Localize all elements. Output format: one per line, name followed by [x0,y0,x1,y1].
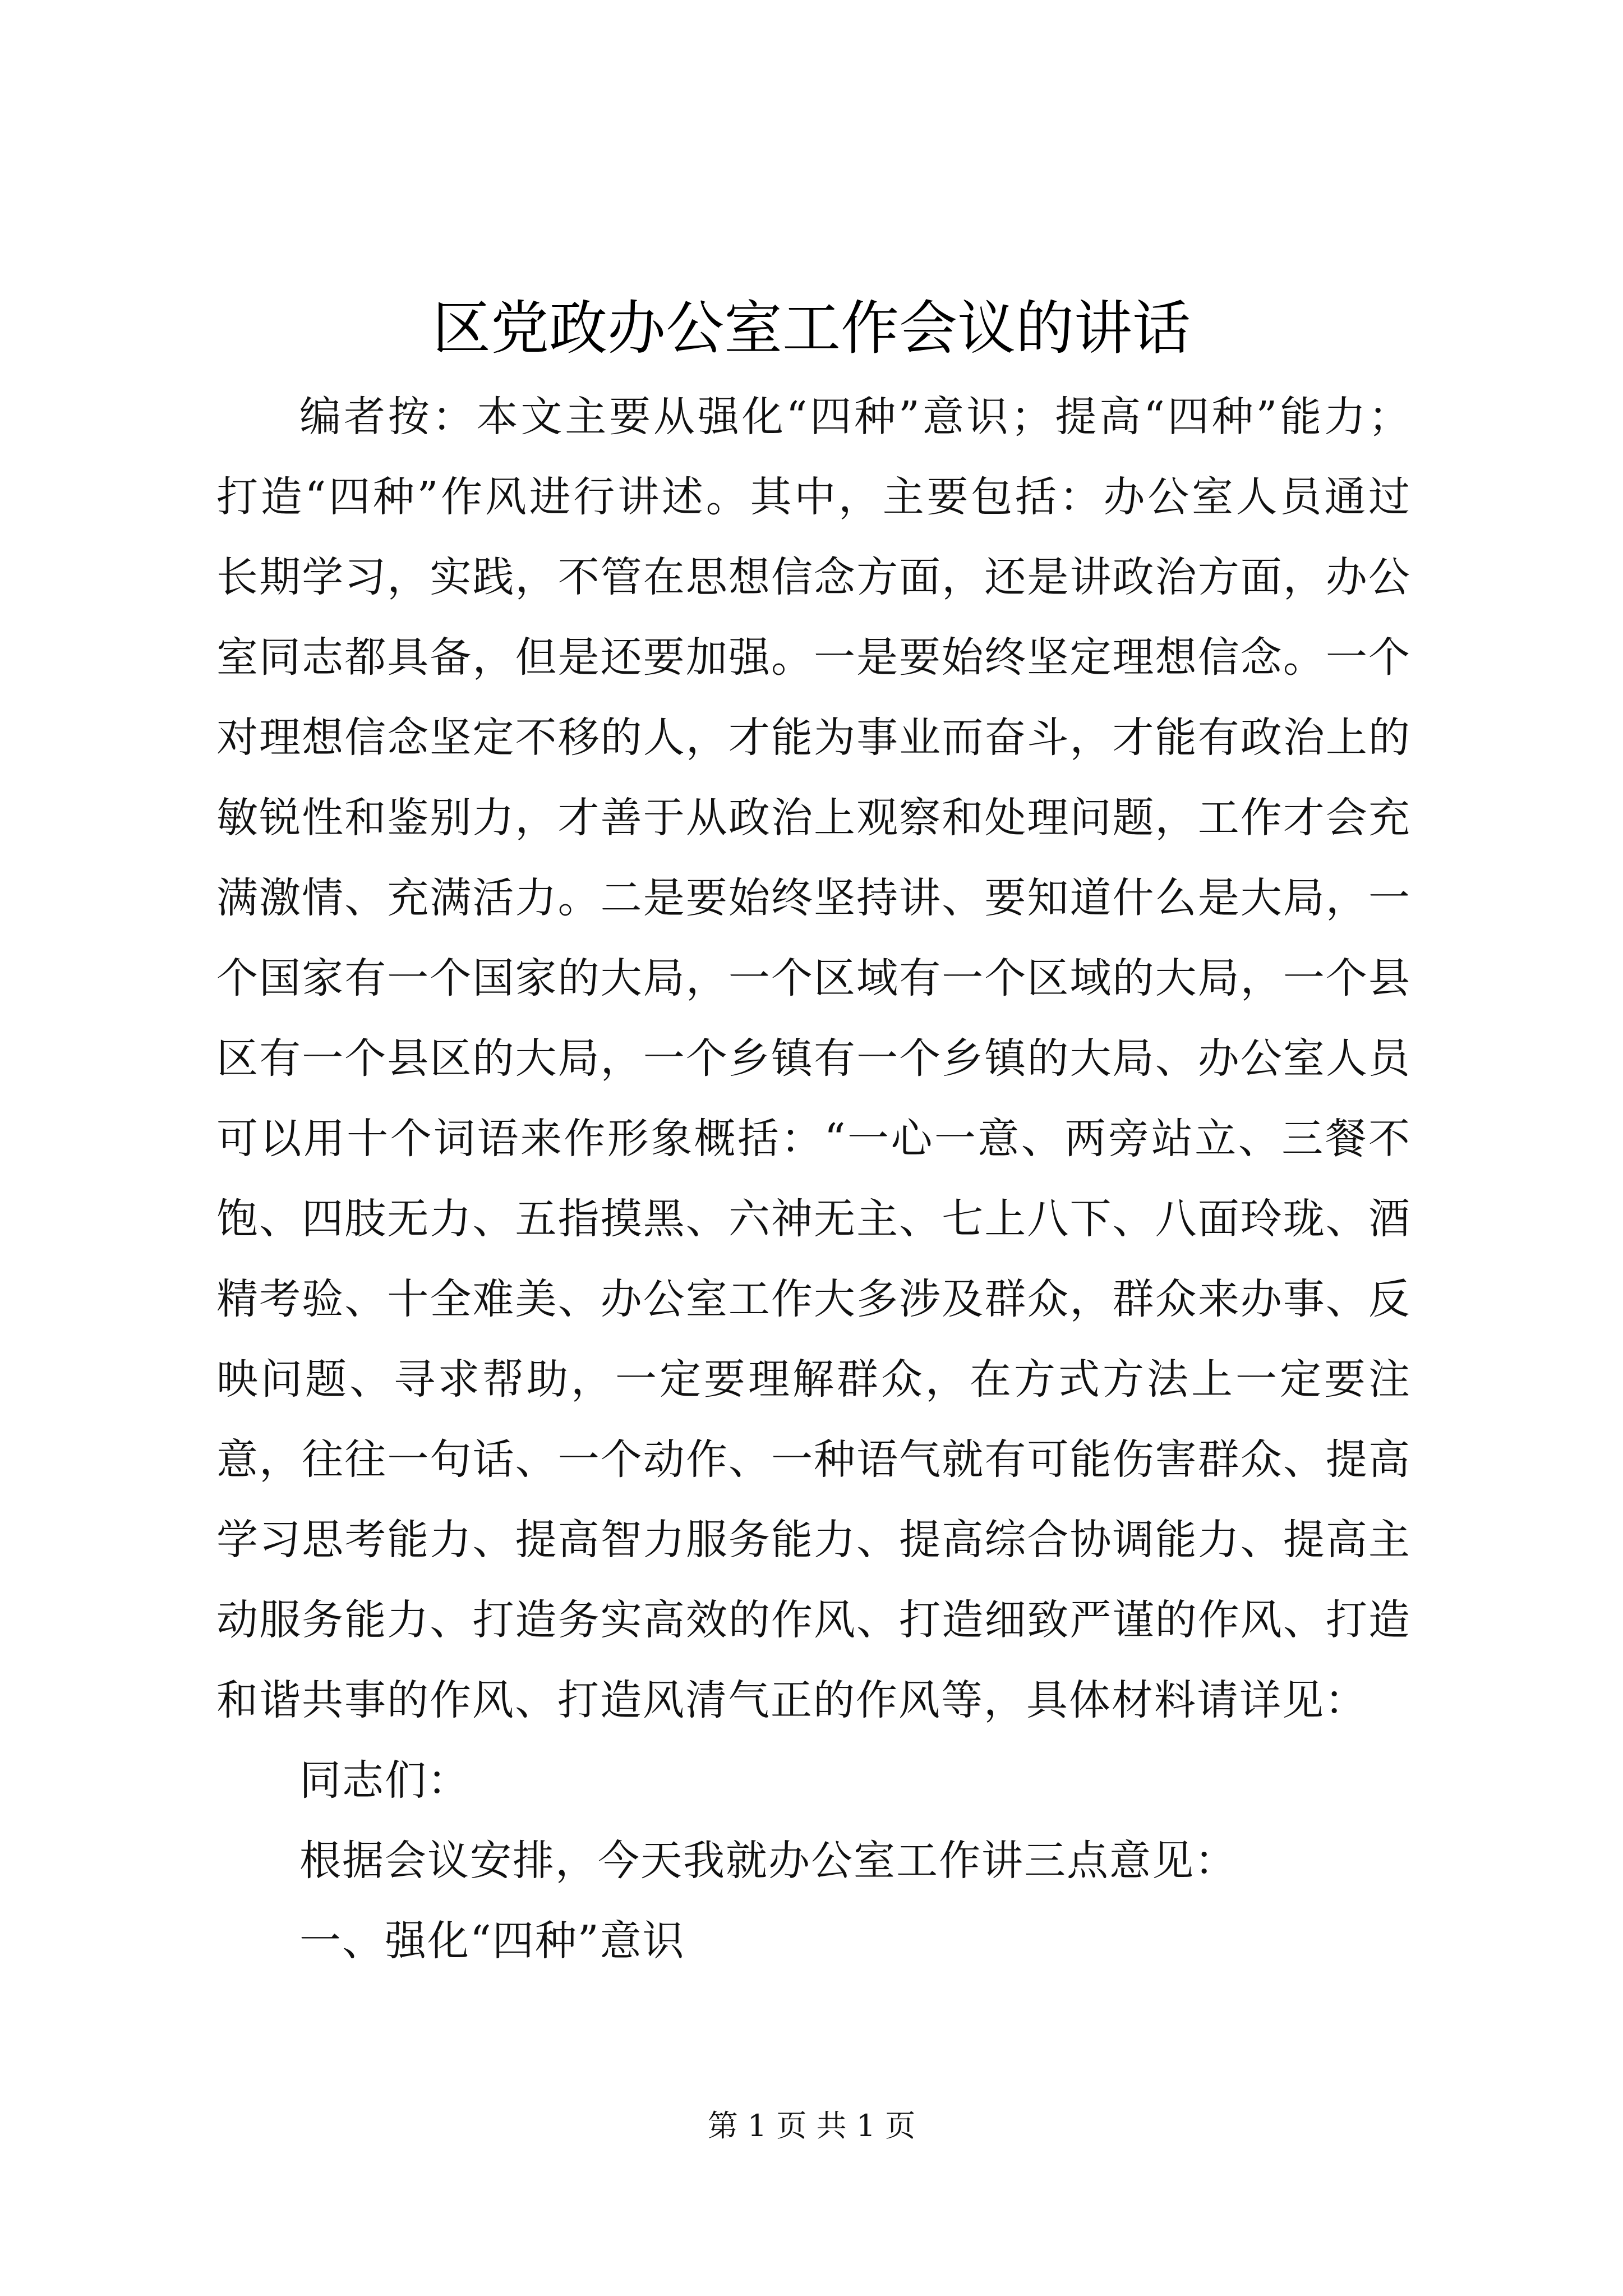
document-body [216,377,1411,1981]
document-title: 区党政办公室工作会议的讲话 [432,294,1191,362]
section-heading-paragraph: 一、强化“四种”意识 [299,1917,685,1965]
editor-note-paragraph: 编者按：本文主要从强化“四种”意识；提高“四种”能力；打造“四种”作风进行讲述。其中，主要包括：办公室人员通过长期学习，实践，不管在思想信念方面，还是讲政治方面，办公室同志都具备，但是还要加强。一是要始终坚定理想信念。一个对理想信念坚定不移的人，才能为事业而奋斗，才能有政治上的敏锐性和鉴别力，才善于从政治上观察和处理问题，工作才会充满激情、充满活力。二是要始终坚持讲、要知道什么是大局，一个国家有一个国家的大局，一个区域有一个区域的大局，一个县区有一个县区的大局，一个乡镇有一个乡镇的大局、办公室人员可以用十个词语来作形象概括：“一心一意、两旁站立、三餐不饱、四肢无力、五指摸黑、六神无主、七上八下、八面玲珑、酒精考验、十全难美、办公室工作大多涉及群众，群众来办事、反映问题、寻求帮助，一定要理解群众，在方式方法上一定要注意，往往一句话、一个动作、一种语气就有可能伤害群众、提高学习思考能力、提高智力服务能力、提高综合协调能力、提高主动服务能力、打造务实高效的作风、打造细致严谨的作风、打造和谐共事的作风、打造风清气正的作风等，具体材料请详见： [216,393,1411,1724]
page-footer: 第 1 页 共 1 页 [707,2108,916,2143]
intro-paragraph: 根据会议安排，今天我就办公室工作讲三点意见： [299,1837,1237,1885]
salutation-paragraph: 同志们： [299,1756,470,1805]
